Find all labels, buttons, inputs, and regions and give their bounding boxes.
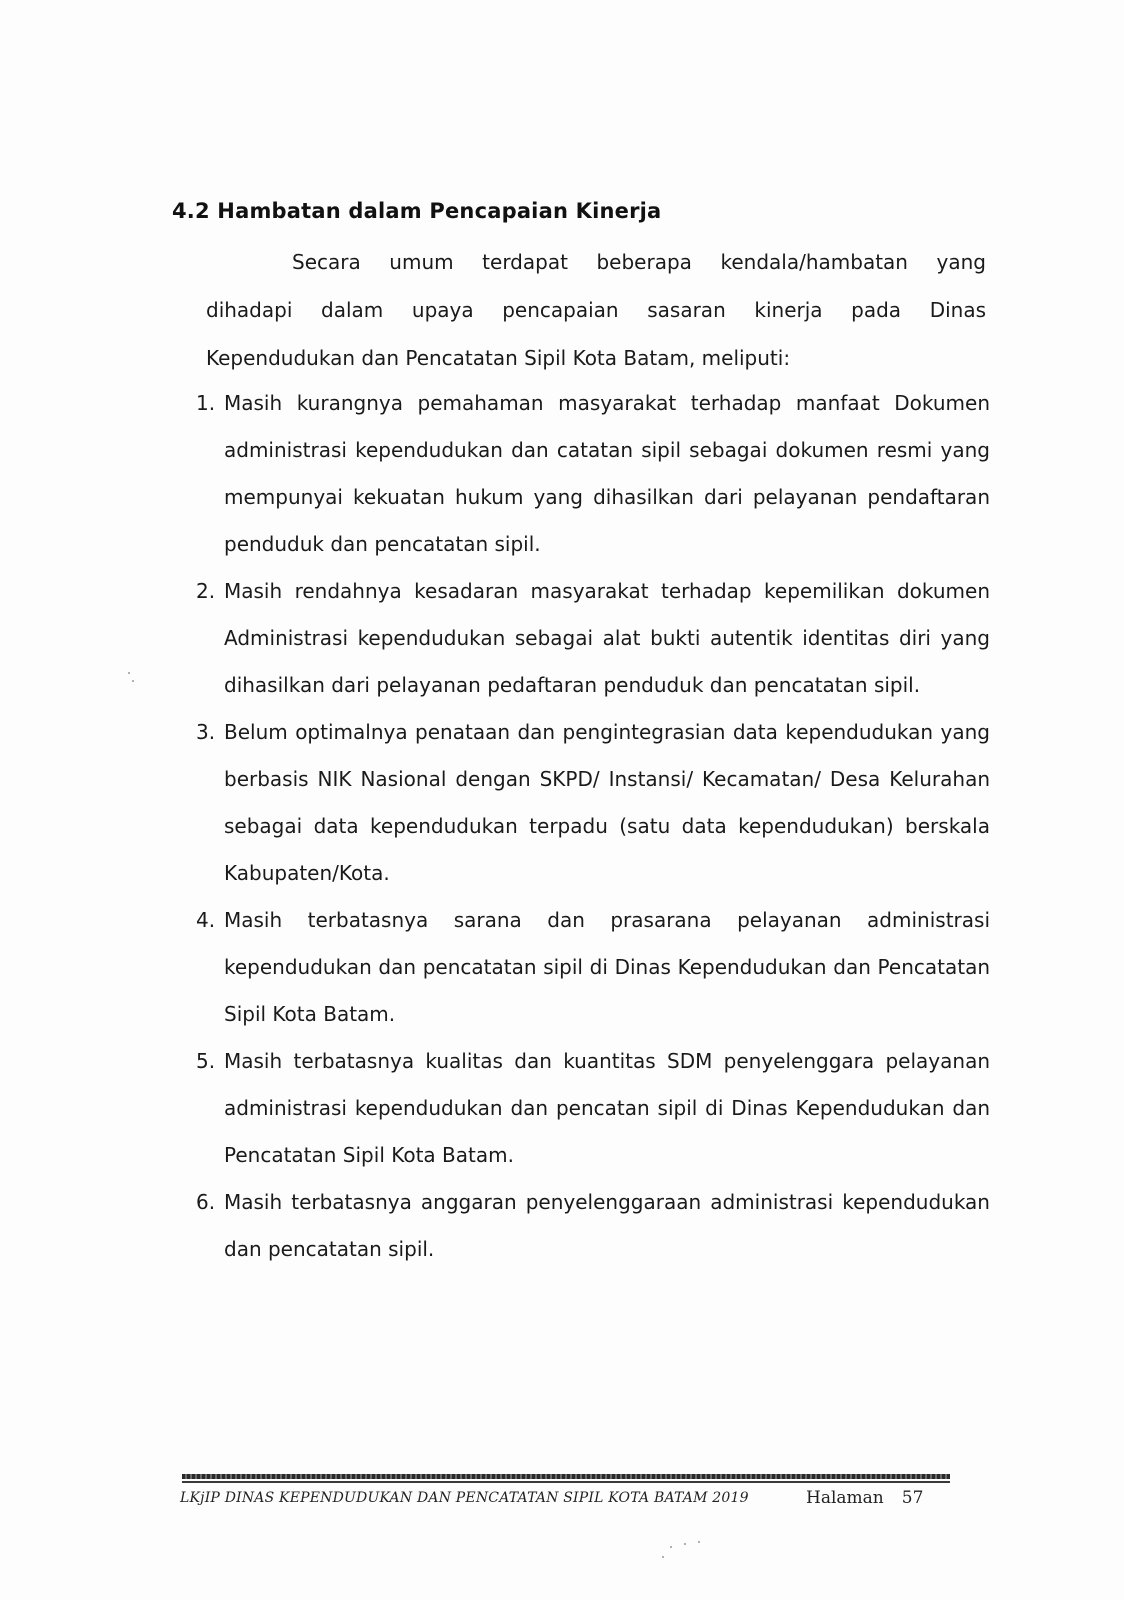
- list-item-number: 2.: [196, 579, 216, 603]
- list-item-text: Masih terbatasnya sarana dan prasarana pelayanan administrasi kependudukan dan pencatatan sipil di Dinas Kependudukan dan Pencatatan Sipil Kota Batam.: [224, 908, 990, 1026]
- scan-speck: [684, 1543, 686, 1545]
- intro-paragraph: [206, 238, 986, 382]
- footer-divider: [182, 1474, 950, 1479]
- list-item-text: Masih terbatasnya anggaran penyelenggaraan administrasi kependudukan dan pencatatan sipil.: [224, 1190, 990, 1261]
- list-item-number: 4.: [196, 908, 216, 932]
- list-item-text: Belum optimalnya penataan dan pengintegrasian data kependudukan yang berbasis NIK Nasional dengan SKPD/ Instansi/ Kecamatan/ Desa Kelurahan sebagai data kependudukan terpadu (satu data kependudukan) berskala Kabupaten/Kota.: [224, 720, 990, 885]
- footer-page-label: Halaman: [806, 1488, 884, 1508]
- intro-line: Kependudukan dan Pencatatan Sipil Kota Batam, meliputi:: [206, 346, 791, 370]
- list-item: [190, 380, 990, 568]
- scan-speck: [662, 1556, 664, 1558]
- list-item-number: 6.: [196, 1190, 216, 1214]
- scan-speck: [698, 1541, 700, 1543]
- list-item-text: Masih kurangnya pemahaman masyarakat terhadap manfaat Dokumen administrasi kependudukan dan catatan sipil sebagai dokumen resmi yang mempunyai kekuatan hukum yang dihasilkan dari pelayanan pendaftaran penduduk dan pencatatan sipil.: [224, 391, 990, 556]
- scan-speck: [670, 1546, 672, 1548]
- list-item: [190, 1179, 990, 1273]
- footer-divider-thin: [182, 1481, 950, 1483]
- section-heading: 4.2 Hambatan dalam Pencapaian Kinerja: [172, 199, 662, 223]
- footer-title: LKjIP DINAS KEPENDUDUKAN DAN PENCATATAN SIPIL KOTA BATAM 2019: [180, 1490, 749, 1506]
- list-item-number: 1.: [196, 391, 216, 415]
- list-item-number: 5.: [196, 1049, 216, 1073]
- list-item-text: Masih terbatasnya kualitas dan kuantitas SDM penyelenggara pelayanan administrasi kependudukan dan pencatan sipil di Dinas Kependudukan dan Pencatatan Sipil Kota Batam.: [224, 1049, 990, 1167]
- list-item: [190, 709, 990, 897]
- list-item: [190, 1038, 990, 1179]
- intro-line: dihadapi dalam upaya pencapaian sasaran kinerja pada Dinas: [206, 298, 986, 322]
- intro-line: Secara umum terdapat beberapa kendala/hambatan yang: [292, 250, 986, 274]
- list-item-text: Masih rendahnya kesadaran masyarakat terhadap kepemilikan dokumen Administrasi kependudukan sebagai alat bukti autentik identitas diri yang dihasilkan dari pelayanan pedaftaran penduduk dan pencatatan sipil.: [224, 579, 990, 697]
- scan-speck: [128, 672, 130, 674]
- footer-page-number: 57: [901, 1488, 924, 1508]
- footer-page-indicator: [806, 1488, 923, 1508]
- list-item: [190, 897, 990, 1038]
- scan-speck: [132, 680, 134, 682]
- list-item: [190, 568, 990, 709]
- list-item-number: 3.: [196, 720, 216, 744]
- obstacle-list: [190, 380, 990, 1273]
